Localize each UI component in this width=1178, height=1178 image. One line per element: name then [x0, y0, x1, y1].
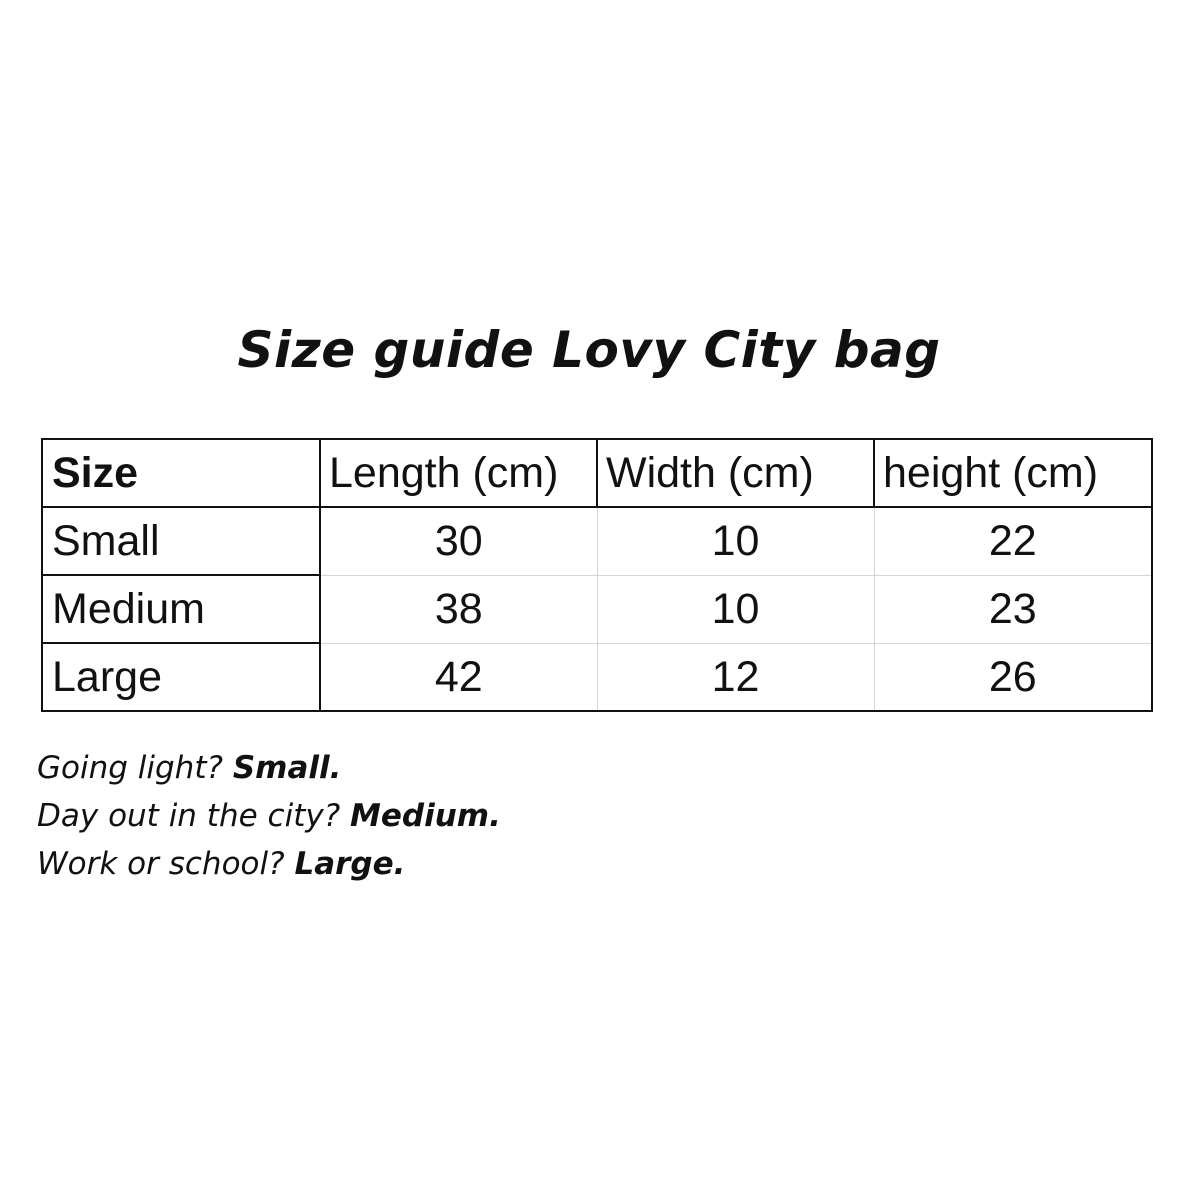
header-width: Width (cm) — [597, 439, 874, 507]
cell-size: Large — [42, 643, 320, 711]
recommendation-question: Day out in the city? — [37, 798, 341, 834]
recommendation-question: Work or school? — [37, 846, 285, 882]
cell-size: Small — [42, 507, 320, 575]
table-row — [42, 507, 1152, 575]
table-header-row — [42, 439, 1152, 507]
recommendation-answer: Medium. — [350, 798, 501, 834]
cell-width: 12 — [597, 643, 874, 711]
header-height: height (cm) — [874, 439, 1152, 507]
cell-length: 42 — [320, 643, 597, 711]
recommendation-answer: Small. — [232, 750, 342, 786]
header-length: Length (cm) — [320, 439, 597, 507]
recommendation-line — [37, 792, 501, 840]
header-size: Size — [42, 439, 320, 507]
cell-length: 30 — [320, 507, 597, 575]
cell-height: 23 — [874, 575, 1152, 643]
cell-width: 10 — [597, 507, 874, 575]
cell-height: 26 — [874, 643, 1152, 711]
cell-size: Medium — [42, 575, 320, 643]
recommendation-line — [37, 840, 501, 888]
recommendation-question: Going light? — [37, 750, 223, 786]
size-table — [41, 438, 1153, 712]
size-recommendations — [37, 744, 501, 888]
cell-length: 38 — [320, 575, 597, 643]
recommendation-answer: Large. — [294, 846, 406, 882]
table-row — [42, 575, 1152, 643]
table-row — [42, 643, 1152, 711]
cell-width: 10 — [597, 575, 874, 643]
cell-height: 22 — [874, 507, 1152, 575]
recommendation-line — [37, 744, 501, 792]
page-title: Size guide Lovy City bag — [237, 321, 941, 379]
